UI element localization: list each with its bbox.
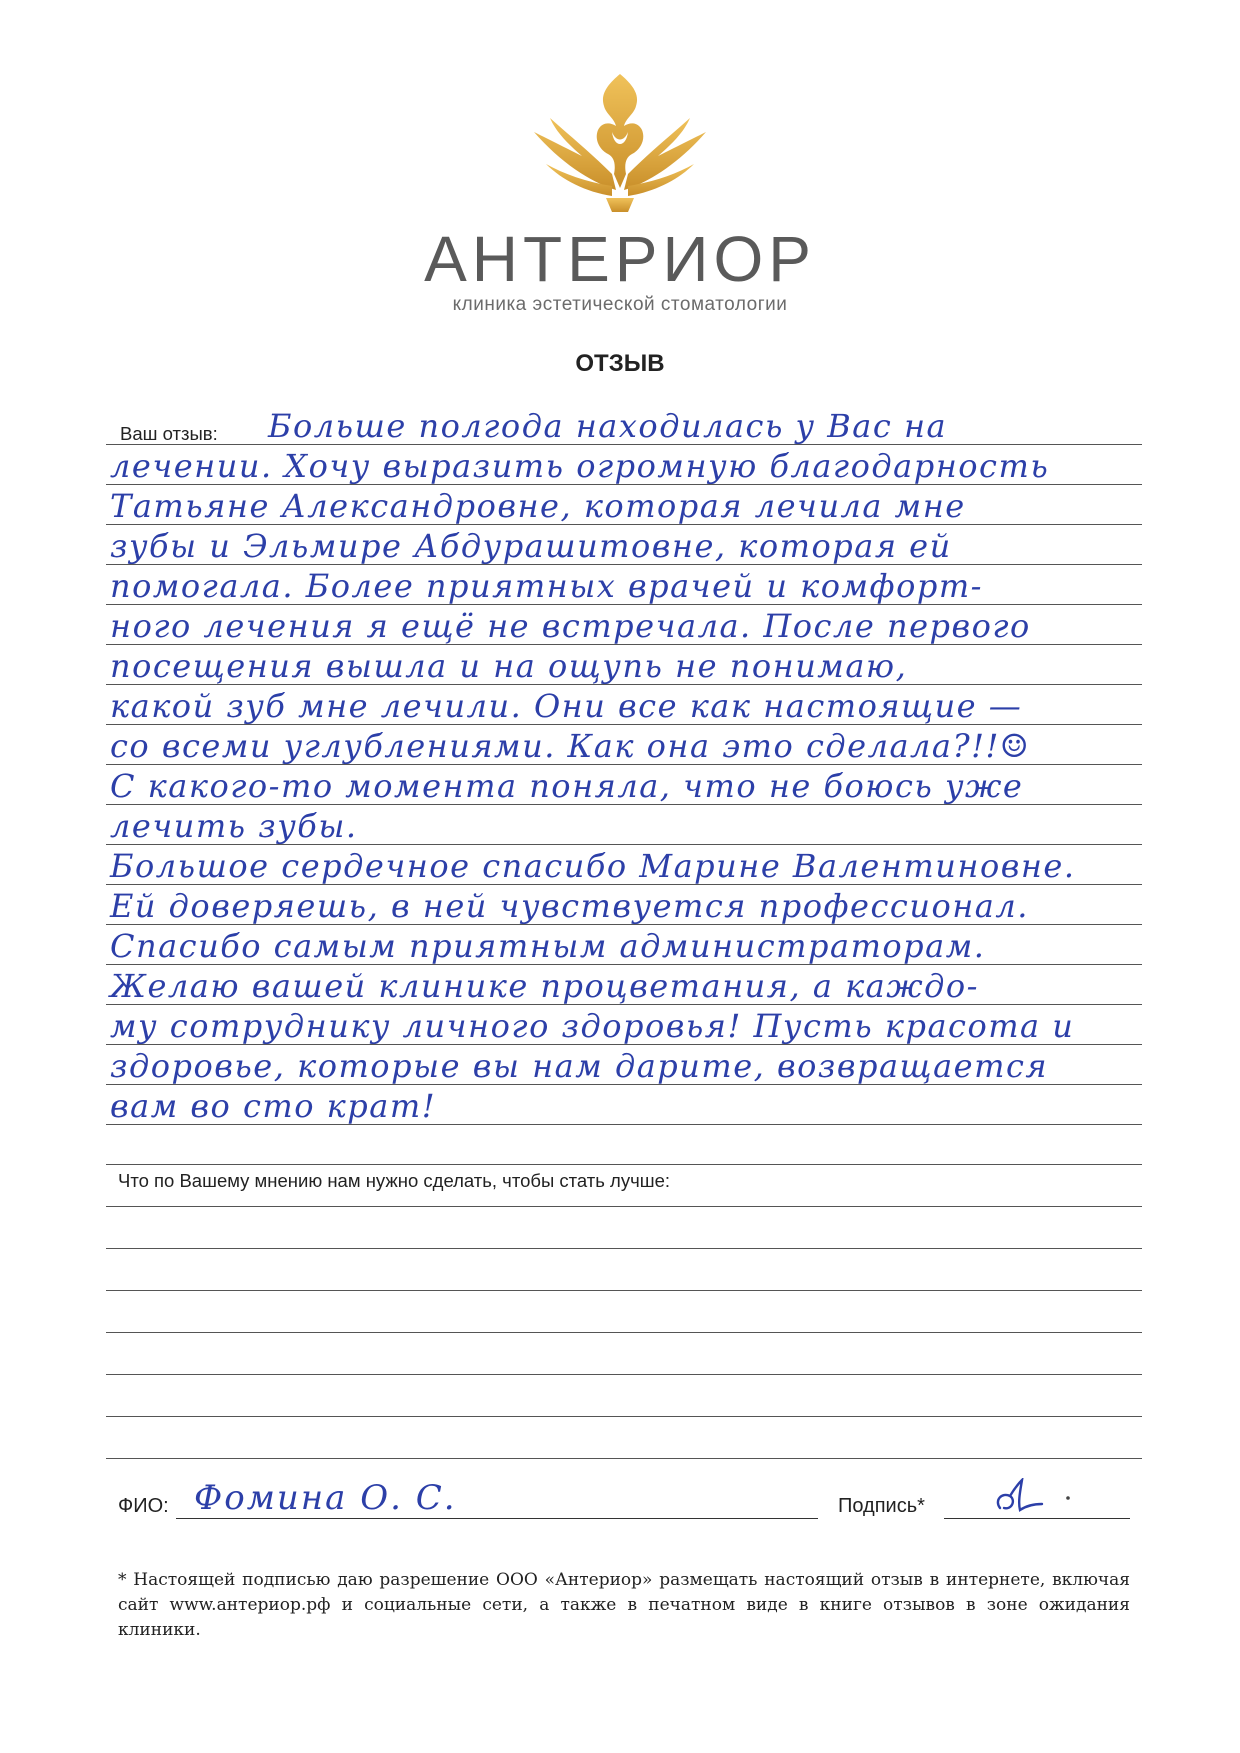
improve-label: Что по Вашему мнению нам нужно сделать, чтобы стать лучше: bbox=[118, 1170, 671, 1191]
fio-value: Фомина О. С. bbox=[194, 1478, 457, 1518]
review-line: лечении. Хочу выразить огромную благодарность bbox=[110, 447, 1050, 485]
ruled-line bbox=[106, 1164, 1142, 1165]
ruled-line bbox=[106, 1458, 1142, 1459]
review-line: посещения вышла и на ощупь не понимаю, bbox=[110, 647, 908, 685]
ruled-line bbox=[106, 1374, 1142, 1375]
review-line: какой зуб мне лечили. Они все как настоящие — bbox=[110, 687, 1023, 725]
review-line: му сотруднику личного здоровья! Пусть красота и bbox=[110, 1007, 1075, 1045]
review-line: лечить зубы. bbox=[110, 807, 358, 845]
ruled-line bbox=[106, 1332, 1142, 1333]
handwritten-review bbox=[110, 406, 1150, 1126]
review-line: вам во сто крат! bbox=[110, 1087, 437, 1125]
review-line: Татьяне Александровне, которая лечила мне bbox=[110, 487, 966, 525]
review-line: со всеми углублениями. Как она это сделала?!!☺ bbox=[110, 727, 1031, 765]
fio-label: ФИО: bbox=[118, 1495, 169, 1517]
review-label: Ваш отзыв: bbox=[120, 423, 218, 444]
clinic-logo bbox=[0, 70, 1240, 220]
review-line: Спасибо самым приятным администраторам. bbox=[110, 927, 986, 965]
fio-underline bbox=[176, 1518, 818, 1519]
brand-name: АНТЕРИОР bbox=[424, 223, 816, 295]
ruled-line bbox=[106, 1206, 1142, 1207]
tooth-wings-logo-icon bbox=[520, 70, 720, 220]
review-line: здоровье, которые вы нам дарите, возвращается bbox=[110, 1047, 1049, 1085]
review-line: Желаю вашей клинике процветания, а каждо- bbox=[110, 967, 979, 1005]
ruled-line bbox=[106, 1416, 1142, 1417]
signature-label: Подпись* bbox=[838, 1495, 925, 1517]
ruled-line bbox=[106, 1290, 1142, 1291]
brand-subtitle: клиника эстетической стоматологии bbox=[452, 294, 788, 315]
review-line: зубы и Эльмире Абдурашитовне, которая ей bbox=[110, 527, 952, 565]
handwritten-signature bbox=[990, 1478, 1080, 1523]
ruled-line bbox=[106, 1248, 1142, 1249]
consent-footnote: * Настоящей подписью даю разрешение ООО «Антериор» размещать настоящий отзыв в интернете, включая сайт www.антериор.рф и социальные сети, а также в печатном виде в книге отзывов в зоне ожидания клиники. bbox=[118, 1570, 1130, 1640]
review-line: Больше полгода находилась у Вас на bbox=[268, 407, 948, 445]
review-line: ного лечения я ещё не встречала. После первого bbox=[110, 607, 1031, 645]
review-line: Ей доверяешь, в ней чувствуется профессионал. bbox=[110, 887, 1029, 925]
review-line: Большое сердечное спасибо Марине Валентиновне. bbox=[110, 847, 1076, 885]
review-line: помогала. Более приятных врачей и комфорт- bbox=[110, 567, 983, 605]
signature-mark-icon bbox=[990, 1478, 1080, 1518]
review-line: С какого-то момента поняла, что не боюсь уже bbox=[110, 767, 1024, 805]
form-title: ОТЗЫВ bbox=[575, 350, 665, 377]
